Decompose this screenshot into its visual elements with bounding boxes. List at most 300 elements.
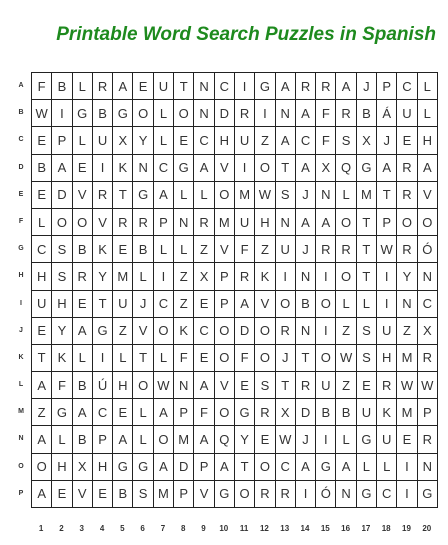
column-label: 19 [402,524,411,533]
grid-cell: N [316,181,336,208]
grid-cell: A [32,426,52,453]
grid-cell: E [133,73,153,100]
grid-cell: I [397,453,417,480]
grid-cell: E [194,290,214,317]
grid-cell: R [72,263,92,290]
grid-cell: H [52,290,72,317]
grid-cell: R [133,208,153,235]
grid-cell: T [275,154,295,181]
grid-cell: F [174,344,194,371]
grid-cell: A [194,372,214,399]
column-label: 13 [280,524,290,533]
column-label: 2 [59,524,64,533]
column-label: 12 [259,524,269,533]
grid-cell: I [275,263,295,290]
grid-cell: S [356,344,376,371]
grid-cell: E [52,480,72,507]
grid-cell: F [234,236,254,263]
grid-cell: Z [397,317,417,344]
grid-cell: M [113,263,133,290]
grid-cell: L [153,344,173,371]
grid-cell: E [72,154,92,181]
grid-cell: Z [32,399,52,426]
grid-cell: Y [234,426,254,453]
grid-cell: A [214,453,234,480]
grid-cell: G [174,154,194,181]
grid-row [32,426,438,453]
grid-cell: A [153,181,173,208]
grid-cell: B [72,372,92,399]
grid-cell: B [52,73,72,100]
grid-cell: E [72,290,92,317]
grid-cell: A [234,290,254,317]
grid-cell: A [295,453,315,480]
grid-cell: E [32,127,52,154]
column-label: 5 [120,524,125,533]
grid-cell: O [214,181,234,208]
grid-cell: M [356,181,376,208]
grid-cell: F [194,399,214,426]
grid-cell: C [153,154,173,181]
grid-cell: O [153,426,173,453]
grid-cell: O [133,372,153,399]
grid-cell: V [72,480,92,507]
grid-cell: P [214,263,234,290]
grid-cell: P [92,426,112,453]
grid-cell: R [92,181,112,208]
grid-cell: N [275,100,295,127]
grid-cell: V [214,154,234,181]
grid-cell: T [174,73,194,100]
grid-cell: R [316,236,336,263]
grid-cell: U [316,372,336,399]
grid-cell: C [92,399,112,426]
grid-cell: R [316,73,336,100]
grid-cell: O [174,100,194,127]
grid-cell: F [234,344,254,371]
grid-cell: L [72,344,92,371]
grid-cell: A [275,127,295,154]
grid-cell: V [194,480,214,507]
column-label: 14 [300,524,310,533]
grid-cell: I [316,263,336,290]
grid-cell: H [52,453,72,480]
grid-cell: I [52,100,72,127]
grid-cell: M [397,399,417,426]
grid-row [32,236,438,263]
grid-cell: T [92,290,112,317]
grid-cell: Z [255,127,275,154]
grid-cell: A [153,399,173,426]
grid-cell: C [417,290,437,317]
grid-cell: R [113,208,133,235]
grid-cell: L [72,73,92,100]
grid-cell: H [113,372,133,399]
grid-row [32,372,438,399]
grid-cell: S [52,263,72,290]
column-label: 7 [160,524,166,533]
grid-cell: C [397,73,417,100]
row-label: L [18,381,24,389]
grid-cell: Z [174,290,194,317]
grid-cell: Z [194,236,214,263]
grid-cell: R [275,480,295,507]
grid-cell: L [356,290,376,317]
row-labels [15,72,27,507]
grid-cell: L [417,100,437,127]
grid-cell: O [417,208,437,235]
grid-cell: X [275,399,295,426]
grid-cell: R [417,344,437,371]
row-label: G [18,245,24,253]
grid-cell: G [356,154,376,181]
grid-cell: T [113,181,133,208]
grid-cell: O [234,480,254,507]
grid-row [32,399,438,426]
grid-cell: E [92,480,112,507]
grid-cell: E [194,344,214,371]
grid-cell: G [113,453,133,480]
grid-cell: V [214,372,234,399]
grid-cell: A [153,453,173,480]
grid-cell: O [52,208,72,235]
grid-cell: P [214,290,234,317]
grid-cell: L [336,426,356,453]
grid-cell: P [174,399,194,426]
grid-cell: J [356,73,376,100]
grid-cell: L [153,100,173,127]
row-label: M [18,408,24,416]
row-label: O [18,462,24,470]
grid-cell: I [92,344,112,371]
row-label: E [18,190,24,198]
grid-cell: U [377,426,397,453]
column-label: 3 [79,524,84,533]
grid-cell: G [417,480,437,507]
grid-cell: L [72,127,92,154]
grid-cell: E [234,372,254,399]
row-label: P [18,489,24,497]
grid-cell: W [417,372,437,399]
page-title: Printable Word Search Puzzles in Spanish [56,24,436,45]
grid-cell: P [194,453,214,480]
grid-cell: N [417,453,437,480]
grid-cell: D [295,399,315,426]
grid-cell: M [234,181,254,208]
grid-cell: R [377,372,397,399]
grid-cell: C [194,317,214,344]
grid-cell: I [234,73,254,100]
grid-cell: C [377,480,397,507]
grid-cell: N [295,317,315,344]
grid-cell: U [32,290,52,317]
grid-cell: T [295,344,315,371]
row-label: J [19,326,23,334]
grid-cell: X [316,154,336,181]
grid-cell: L [194,181,214,208]
grid-cell: R [255,399,275,426]
grid-cell: B [92,100,112,127]
grid-cell: S [52,236,72,263]
grid-cell: O [133,100,153,127]
grid-row [32,127,438,154]
grid-cell: R [194,208,214,235]
grid-cell: W [32,100,52,127]
grid-row [32,181,438,208]
grid-row [32,73,438,100]
grid-cell: U [397,100,417,127]
grid-cell: B [295,290,315,317]
grid-cell: M [153,480,173,507]
grid-cell: R [397,154,417,181]
grid-cell: A [295,154,315,181]
grid-cell: O [32,453,52,480]
grid-cell: A [72,317,92,344]
grid-cell: U [92,127,112,154]
row-label: F [18,217,24,225]
grid-cell: R [417,426,437,453]
grid-cell: L [133,263,153,290]
row-label: K [18,353,24,361]
grid-cell: K [92,236,112,263]
grid-cell: I [234,154,254,181]
row-label: H [18,272,24,280]
grid-cell: I [295,480,315,507]
grid-cell: X [417,317,437,344]
grid-cell: B [72,426,92,453]
grid-cell: L [174,236,194,263]
grid-cell: O [214,344,234,371]
grid-cell: S [255,372,275,399]
grid-row [32,344,438,371]
grid-cell: R [336,236,356,263]
grid-cell: U [377,317,397,344]
grid-cell: Z [174,263,194,290]
grid-cell: X [113,127,133,154]
grid-row [32,154,438,181]
grid-cell: W [397,372,417,399]
column-label: 10 [219,524,229,533]
grid-cell: Ó [417,236,437,263]
grid-cell: T [356,208,376,235]
grid-cell: F [316,100,336,127]
grid-cell: C [194,127,214,154]
grid-cell: E [397,127,417,154]
grid-cell: B [316,399,336,426]
grid-cell: N [275,208,295,235]
grid-cell: A [417,154,437,181]
grid-cell: U [153,73,173,100]
column-label: 11 [239,524,249,533]
grid-cell: H [377,344,397,371]
grid-cell: P [377,73,397,100]
grid-cell: A [336,453,356,480]
grid-cell: V [72,181,92,208]
grid-cell: P [153,208,173,235]
grid-cell: R [295,73,315,100]
grid-cell: O [255,453,275,480]
grid-cell: W [153,372,173,399]
grid-cell: Z [255,236,275,263]
grid-cell: E [113,399,133,426]
grid-cell: A [194,154,214,181]
grid-cell: T [234,453,254,480]
grid-cell: A [32,372,52,399]
grid-row [32,453,438,480]
column-label: 6 [140,524,145,533]
grid-cell: L [133,426,153,453]
grid-cell: C [295,127,315,154]
grid-cell: G [214,480,234,507]
grid-row [32,290,438,317]
grid-cell: L [174,181,194,208]
grid-cell: L [356,453,376,480]
row-label: B [18,109,24,117]
grid-cell: O [153,317,173,344]
grid-cell: B [32,154,52,181]
grid-cell: A [295,100,315,127]
grid-cell: L [133,399,153,426]
grid-row [32,263,438,290]
grid-cell: E [255,426,275,453]
grid-cell: R [397,236,417,263]
grid-cell: N [194,73,214,100]
grid-cell: N [194,100,214,127]
column-label: 8 [181,524,186,533]
grid-cell: N [417,263,437,290]
grid-cell: T [377,181,397,208]
grid-cell: O [397,208,417,235]
grid-cell: T [356,236,376,263]
column-label: 1 [38,524,44,533]
grid-cell: R [92,73,112,100]
grid-cell: S [133,480,153,507]
grid-cell: M [214,208,234,235]
grid-cell: E [174,127,194,154]
row-label: A [18,82,24,89]
grid-cell: Y [92,263,112,290]
grid-cell: V [214,236,234,263]
grid-cell: T [356,263,376,290]
grid-cell: R [234,263,254,290]
grid-cell: X [194,263,214,290]
grid-cell: O [255,154,275,181]
grid-cell: P [377,208,397,235]
grid-cell: O [214,399,234,426]
grid-cell: A [113,426,133,453]
grid-cell: S [356,317,376,344]
grid-cell: V [133,317,153,344]
grid-cell: L [32,208,52,235]
grid-cell: R [255,480,275,507]
grid-row [32,100,438,127]
grid-cell: K [52,344,72,371]
grid-cell: O [275,290,295,317]
grid-cell: H [214,127,234,154]
grid-cell: Ú [92,372,112,399]
grid-cell: R [397,181,417,208]
grid-cell: K [377,399,397,426]
grid-cell: D [174,453,194,480]
grid-cell: B [133,236,153,263]
grid-cell: L [336,290,356,317]
grid-cell: C [32,236,52,263]
grid-cell: E [356,372,376,399]
column-label: 4 [99,524,105,533]
column-label: 9 [201,524,206,533]
grid-cell: U [113,290,133,317]
column-label: 15 [320,524,330,533]
grid-cell: H [255,208,275,235]
row-label: N [18,435,24,443]
grid-cell: N [295,263,315,290]
column-label: 17 [361,524,371,533]
grid-cell: T [32,344,52,371]
grid-cell: R [295,372,315,399]
grid-cell: D [52,181,72,208]
grid-cell: I [377,290,397,317]
grid-cell: B [336,399,356,426]
grid-cell: N [133,154,153,181]
column-label: 20 [422,524,432,533]
grid-cell: I [92,154,112,181]
grid-cell: C [214,73,234,100]
grid-cell: F [32,73,52,100]
grid-cell: I [255,100,275,127]
grid-cell: W [255,181,275,208]
grid-cell: O [336,208,356,235]
grid-cell: K [113,154,133,181]
grid-cell: U [234,208,254,235]
grid-cell: B [356,100,376,127]
grid-cell: I [397,480,417,507]
grid-cell: H [417,127,437,154]
grid-cell: E [32,317,52,344]
grid-cell: W [336,344,356,371]
grid-cell: I [377,263,397,290]
grid-cell: C [275,453,295,480]
grid-cell: Ó [316,480,336,507]
grid-cell: C [153,290,173,317]
grid-cell: J [133,290,153,317]
grid-cell: U [234,127,254,154]
grid-cell: X [356,127,376,154]
grid-cell: Q [336,154,356,181]
grid-cell: T [133,344,153,371]
grid-cell: A [275,73,295,100]
grid-cell: P [417,399,437,426]
grid-row [32,480,438,507]
grid-row [32,317,438,344]
grid-cell: J [377,127,397,154]
grid-cell: E [113,236,133,263]
grid-cell: V [255,290,275,317]
grid-cell: F [316,127,336,154]
grid-cell: K [255,263,275,290]
grid-cell: W [377,236,397,263]
grid-cell: N [336,480,356,507]
grid-cell: O [336,263,356,290]
grid-cell: Z [336,372,356,399]
grid-cell: O [72,208,92,235]
grid-cell: L [52,426,72,453]
grid-cell: R [234,100,254,127]
grid-cell: G [234,399,254,426]
row-label: I [20,299,22,307]
grid-cell: A [377,154,397,181]
grid-cell: A [316,208,336,235]
grid-cell: P [174,480,194,507]
